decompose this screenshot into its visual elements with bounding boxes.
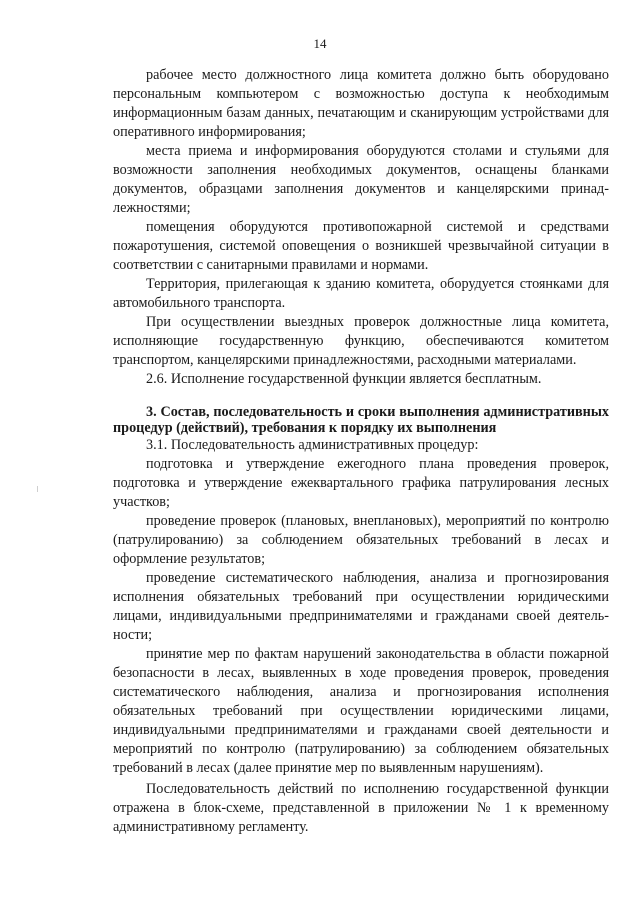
list-item-violation-measures: принятие мер по фактам нарушений законодательства в области пожарной безопасности в лесах, выявленных в ходе проведения проверок, проведения систематического наблюдения, анализа и прогнозирования исполнения обязательных требований при осуществлении юридическими лицами, индивидуальными предпринимателями и гражданами своей деятельности и мероприятий по контролю (патрулированию) за соблюдением обязательных требований в лесах (далее принятие мер по выявленным нарушениям). — [113, 646, 609, 776]
paragraph-free-of-charge: 2.6. Исполнение государственной функции является бесплатным. — [146, 371, 542, 387]
section-3-heading: 3. Состав, последовательность и сроки выполнения административных процедур (действий), требования к порядку их выполнения — [113, 404, 609, 436]
paragraph-fire-safety: помещения оборудуются противопожарной системой и средствами пожаротушения, системой оповещения о возникшей чрезвычайной ситуации в соответствии с санитарными правилами и нормами. — [113, 219, 609, 273]
paragraph-block-diagram: Последовательность действий по исполнению государственной функции отражена в блок-схеме, представленной в приложении № 1 к временному административному регламенту. — [113, 781, 609, 835]
paragraph-reception-places: места приема и информирования оборудуются столами и стульями для возможности заполнения необходимых документов, оснащены бланками документов, образцами заполнения документов и канцелярскими принадлежностями; — [113, 143, 609, 216]
paragraph-workplace-equipment: рабочее место должностного лица комитета должно быть оборудовано персональным компьютером с возможностью доступа к необходимым информационным базам данных, печатающим и сканирующим устройствами для оперативного информирования; — [113, 67, 609, 140]
paragraph-field-inspections: При осуществлении выездных проверок должностные лица комитета, исполняющие государственную функцию, обеспечиваются комитетом транспортом, канцелярскими принадлежностями, расходными материалами. — [113, 314, 609, 368]
page-number: 14 — [313, 36, 327, 51]
margin-mark — [37, 486, 38, 492]
list-item-monitoring: проведение систематического наблюдения, анализа и прогнозирования исполнения обязательных требований при осуществлении юридическими лицами, индивидуальными предпринимателями и гражданами своей деятельности; — [113, 570, 609, 643]
list-item-annual-plan: подготовка и утверждение ежегодного плана проведения проверок, подготовка и утверждение ежеквартального графика патрулирования лесных участков; — [113, 456, 609, 510]
paragraph-procedure-sequence: 3.1. Последовательность административных процедур: — [146, 437, 479, 453]
list-item-inspections: проведение проверок (плановых, внеплановых), мероприятий по контролю (патрулированию) за соблюдением обязательных требований в лесах и оформление результатов; — [113, 513, 609, 567]
paragraph-parking: Территория, прилегающая к зданию комитета, оборудуется стоянками для автомобильного транспорта. — [113, 276, 609, 311]
document-body — [113, 66, 609, 837]
